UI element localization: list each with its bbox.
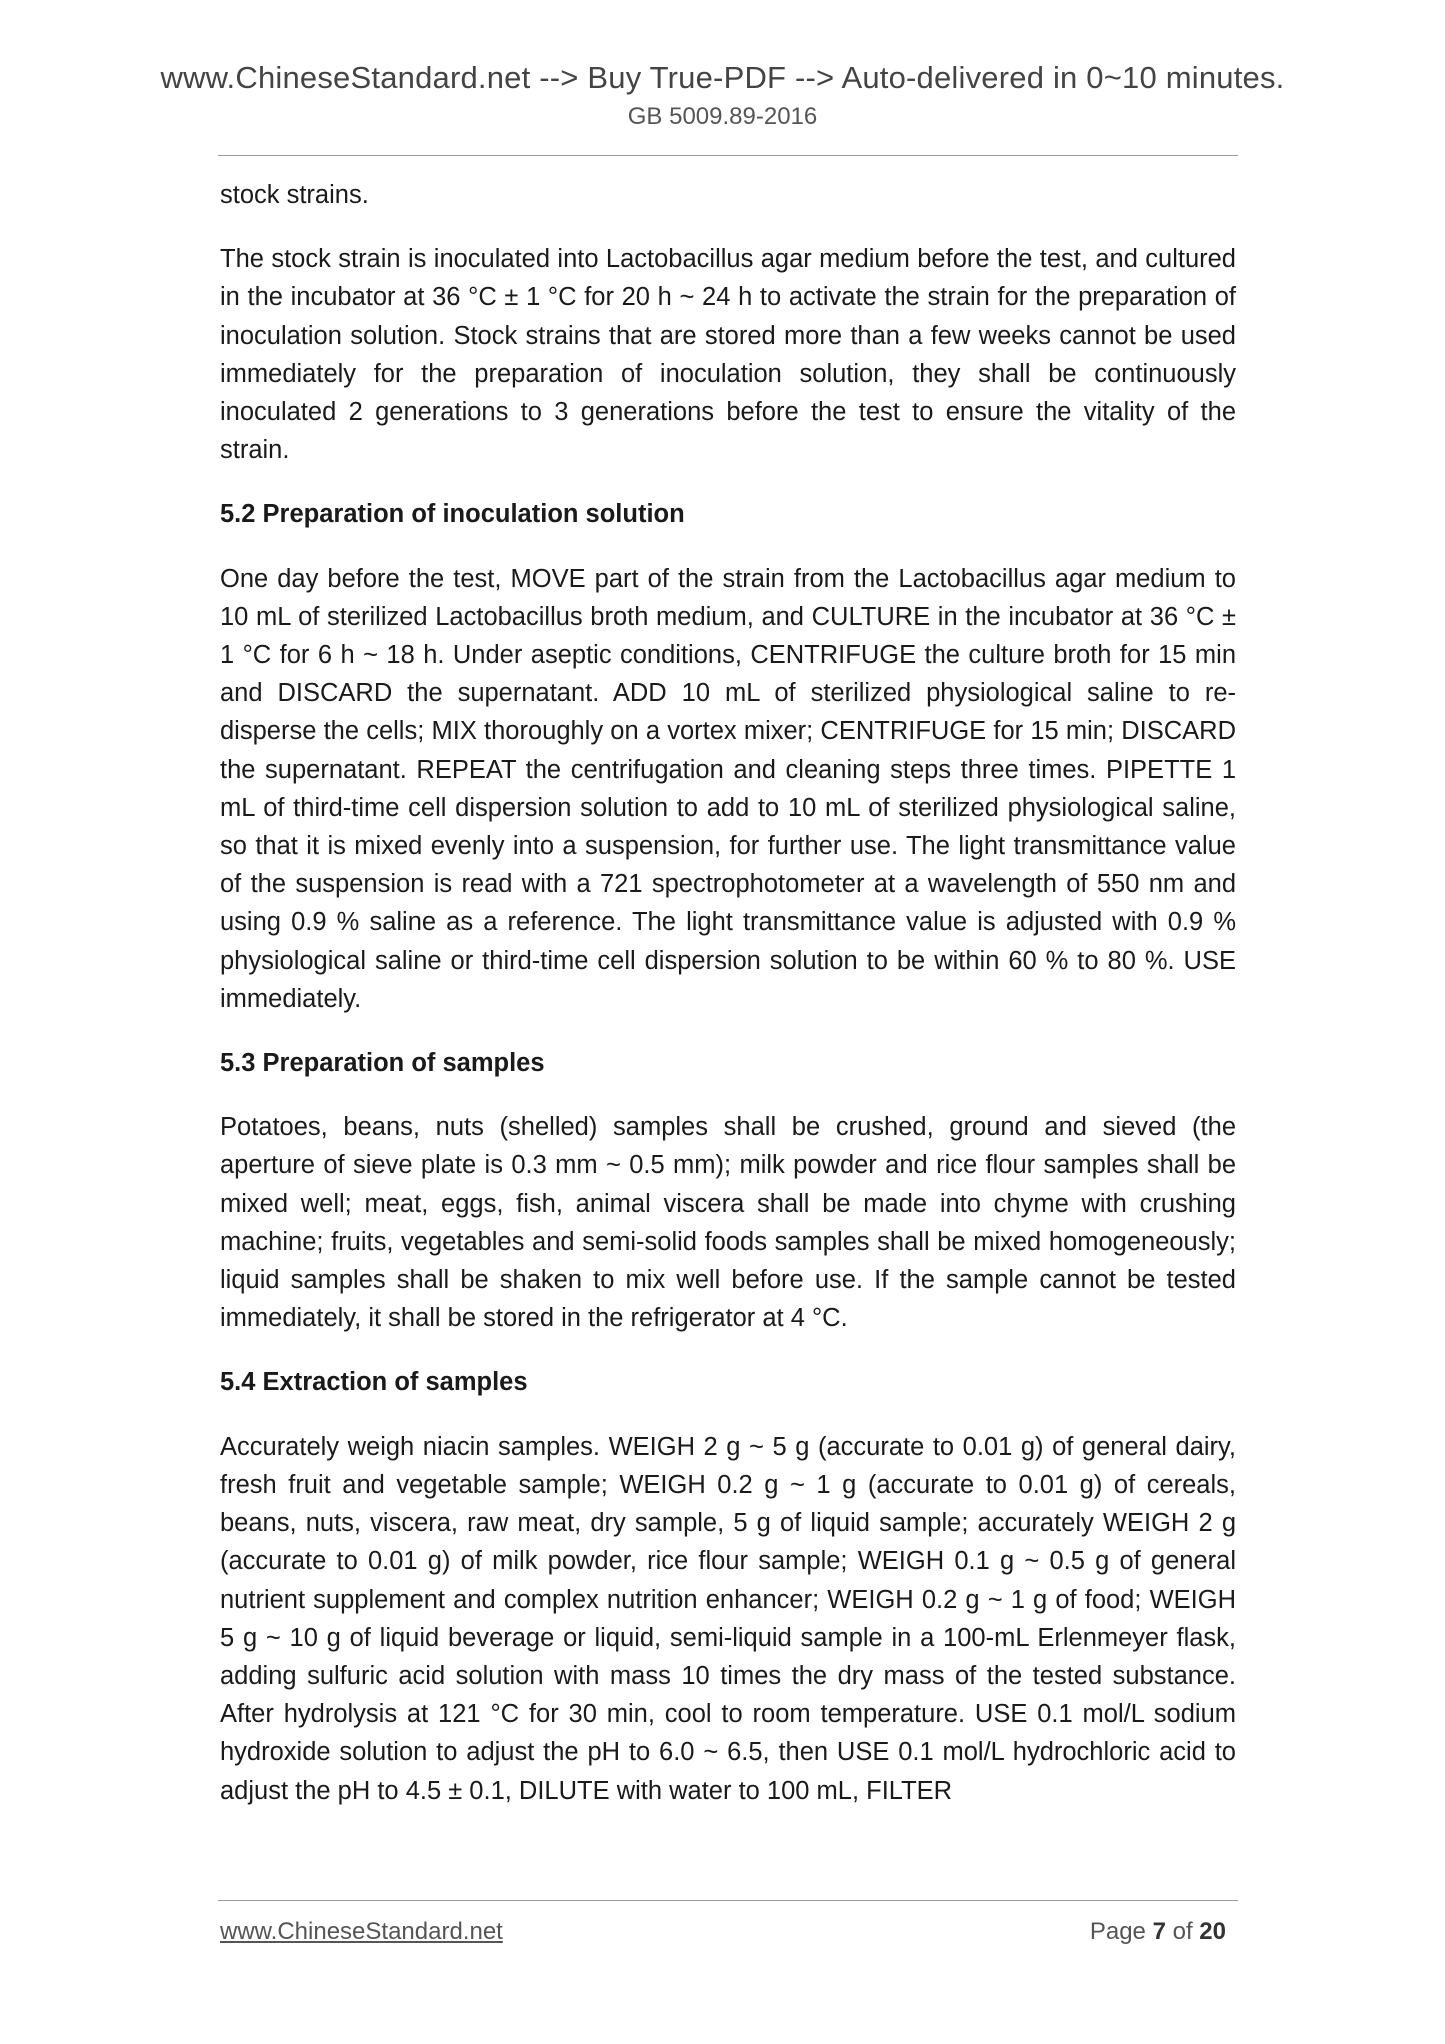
document-body [220, 176, 1236, 1836]
section-heading-5-4: 5.4 Extraction of samples [220, 1368, 528, 1397]
section-heading-5-2: 5.2 Preparation of inoculation solution [220, 500, 685, 529]
page-footer [220, 1918, 1236, 1958]
page-header [0, 58, 1445, 134]
page-total: 20 [1199, 1918, 1226, 1945]
header-banner: www.ChineseStandard.net --> Buy True-PDF --> Auto-delivered in 0~10 minutes. [160, 60, 1285, 95]
paragraph-continuation: stock strains. [220, 181, 369, 209]
footer-site-link[interactable]: www.ChineseStandard.net [220, 1918, 503, 1945]
page-of: of [1172, 1918, 1193, 1945]
page-current: 7 [1152, 1918, 1166, 1945]
standard-number: GB 5009.89-2016 [627, 103, 818, 130]
header-divider [218, 155, 1238, 156]
section-heading-5-3: 5.3 Preparation of samples [220, 1049, 545, 1078]
page-number [1090, 1918, 1226, 1946]
paragraph-5-3: Potatoes, beans, nuts (shelled) samples shall be crushed, ground and sieved (the aperture of sieve plate is 0.3 mm ~ 0.5 mm); milk powder and rice flour samples shall be mixed well; meat, eggs, fish, animal viscera shall be made into chyme with crushing machine; fruits, vegetables and semi-solid foods samples shall be mixed homogeneously; liquid samples shall be shaken to mix well before use. If the sample cannot be tested immediately, it shall be stored in the refrigerator at 4 °C. [220, 1113, 1236, 1333]
page-label: Page [1089, 1918, 1146, 1945]
footer-divider [218, 1900, 1238, 1901]
paragraph-5-2: One day before the test, MOVE part of the strain from the Lactobacillus agar medium to 10 mL of sterilized Lactobacillus broth medium, and CULTURE in the incubator at 36 °C ± 1 °C for 6 h ~ 18 h. Under aseptic conditions, CENTRIFUGE the culture broth for 15 min and DISCARD the supernatant. ADD 10 mL of sterilized physiological saline to re-disperse the cells; MIX thoroughly on a vortex mixer; CENTRIFUGE for 15 min; DISCARD the supernatant. REPEAT the centrifugation and cleaning steps three times. PIPETTE 1 mL of third-time cell dispersion solution to add to 10 mL of sterilized physiological saline, so that it is mixed evenly into a suspension, for further use. The light transmittance value of the suspension is read with a 721 spectrophotometer at a wavelength of 550 nm and using 0.9 % saline as a reference. The light transmittance value is adjusted with 0.9 % physiological saline or third-time cell dispersion solution to be within 60 % to 80 %. USE immediately. [220, 564, 1236, 1013]
paragraph-stock-strain: The stock strain is inoculated into Lactobacillus agar medium before the test, and cultured in the incubator at 36 °C ± 1 °C for 20 h ~ 24 h to activate the strain for the preparation of inoculation solution. Stock strains that are stored more than a few weeks cannot be used immediately for the preparation of inoculation solution, they shall be continuously inoculated 2 generations to 3 generations before the test to ensure the vitality of the strain. [220, 245, 1236, 465]
paragraph-5-4: Accurately weigh niacin samples. WEIGH 2 g ~ 5 g (accurate to 0.01 g) of general dairy, fresh fruit and vegetable sample; WEIGH 0.2 g ~ 1 g (accurate to 0.01 g) of cereals, beans, nuts, viscera, raw meat, dry sample, 5 g of liquid sample; accurately WEIGH 2 g (accurate to 0.01 g) of milk powder, rice flour sample; WEIGH 0.1 g ~ 0.5 g of general nutrient supplement and complex nutrition enhancer; WEIGH 0.2 g ~ 1 g of food; WEIGH 5 g ~ 10 g of liquid beverage or liquid, semi-liquid sample in a 100-mL Erlenmeyer flask, adding sulfuric acid solution with mass 10 times the dry mass of the tested substance. After hydrolysis at 121 °C for 30 min, cool to room temperature. USE 0.1 mol/L sodium hydroxide solution to adjust the pH to 6.0 ~ 6.5, then USE 0.1 mol/L hydrochloric acid to adjust the pH to 4.5 ± 0.1, DILUTE with water to 100 mL, FILTER [220, 1432, 1236, 1805]
